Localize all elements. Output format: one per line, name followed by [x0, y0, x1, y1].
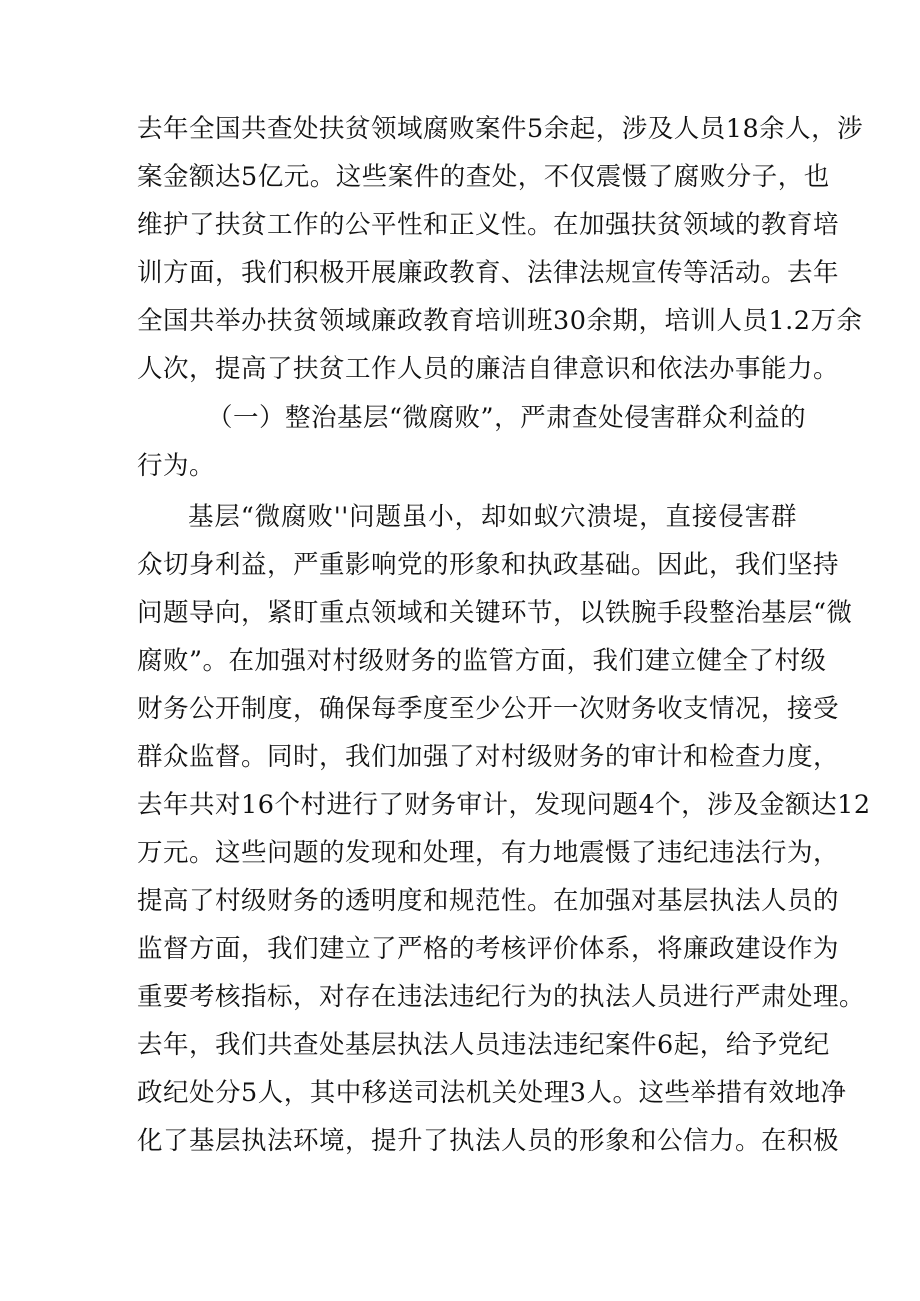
paragraph-line: 政纪处分5人，其中移送司法机关处理3人。这些举措有效地净: [137, 1078, 847, 1108]
section-heading-continued: 行为。: [137, 451, 216, 481]
paragraph-line: 化了基层执法环境，提升了执法人员的形象和公信力。在积极: [137, 1126, 840, 1156]
paragraph-line: 基层“微腐败''问题虽小，却如蚁穴溃堤，直接侵害群: [188, 502, 797, 532]
paragraph-line: 众切身利益，严重影响党的形象和执政基础。因此，我们坚持: [137, 550, 840, 580]
paragraph-line: 提高了村级财务的透明度和规范性。在加强对基层执法人员的: [137, 886, 840, 916]
paragraph-line: 训方面，我们积极开展廉政教育、法律法规宣传等活动。去年: [137, 258, 840, 288]
paragraph-line: 财务公开制度，确保每季度至少公开一次财务收支情况，接受: [137, 694, 840, 724]
paragraph-line: 去年全国共查处扶贫领域腐败案件5余起，涉及人员18余人，涉: [137, 114, 864, 144]
paragraph-line: 监督方面，我们建立了严格的考核评价体系，将廉政建设作为: [137, 934, 840, 964]
paragraph-line: 人次，提高了扶贫工作人员的廉洁自律意识和依法办事能力。: [137, 354, 840, 384]
paragraph-line: 全国共举办扶贫领域廉政教育培训班30余期，培训人员1.2万余: [137, 306, 863, 336]
paragraph-line: 维护了扶贫工作的公平性和正义性。在加强扶贫领域的教育培: [137, 210, 840, 240]
paragraph-line: 群众监督。同时，我们加强了对村级财务的审计和检查力度，: [137, 742, 840, 772]
paragraph-line: 重要考核指标，对存在违法违纪行为的执法人员进行严肃处理。: [137, 982, 866, 1012]
paragraph-line: 腐败”。在加强对村级财务的监管方面，我们建立健全了村级: [137, 646, 827, 676]
paragraph-line: 案金额达5亿元。这些案件的查处，不仅震慑了腐败分子，也: [137, 162, 830, 192]
paragraph-line: 万元。这些问题的发现和处理，有力地震慑了违纪违法行为，: [137, 838, 840, 868]
paragraph-line: 问题导向，紧盯重点领域和关键环节，以铁腕手段整治基层“微: [137, 598, 853, 628]
section-heading: （一）整治基层“微腐败”，严肃查处侵害群众利益的: [207, 403, 807, 433]
paragraph-line: 去年共对16个村进行了财务审计，发现问题4个，涉及金额达12: [137, 790, 871, 820]
paragraph-line: 去年，我们共查处基层执法人员违法违纪案件6起，给予党纪: [137, 1030, 830, 1060]
